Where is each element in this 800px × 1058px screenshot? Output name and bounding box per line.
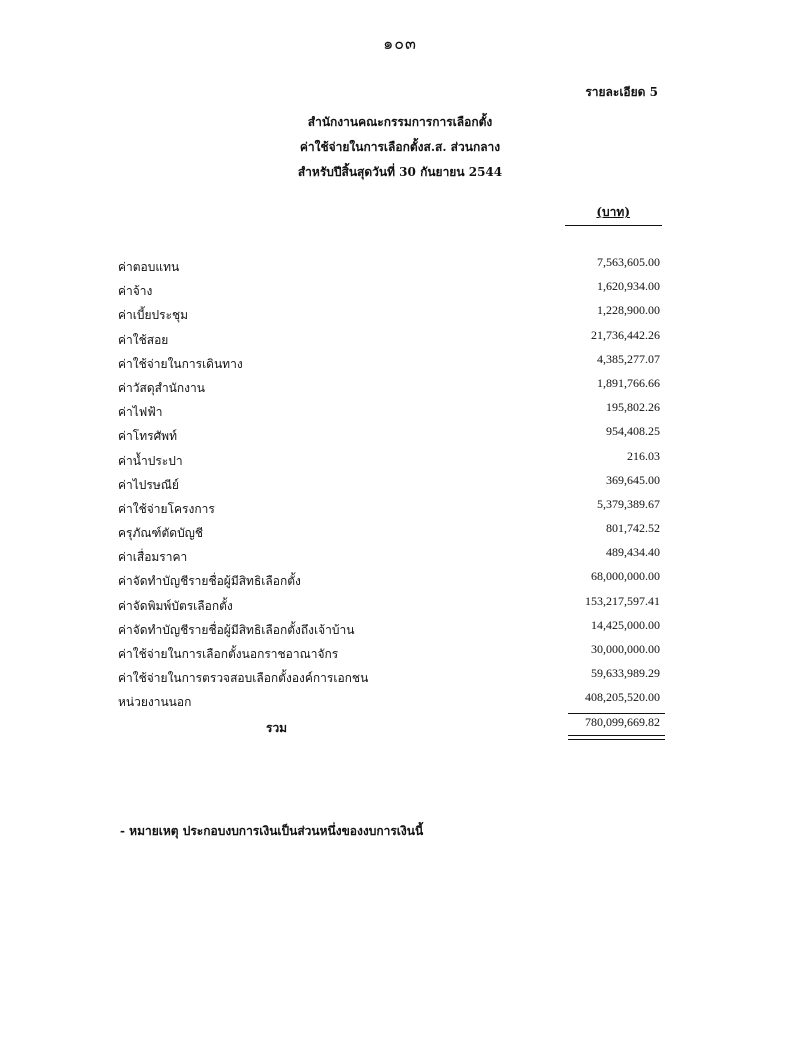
row-amount: 59,633,989.29 xyxy=(591,666,660,681)
row-label: ค่าไปรษณีย์ xyxy=(118,477,179,492)
table-row xyxy=(118,375,668,399)
table-row xyxy=(118,302,668,326)
row-label: ค่าจัดพิมพ์บัตรเลือกตั้ง xyxy=(118,598,233,613)
detail-label: รายละเอียด 5 xyxy=(585,85,658,99)
table-row xyxy=(118,544,668,568)
row-amount: 14,425,000.00 xyxy=(591,617,660,632)
page-number: ๑๐๓ xyxy=(383,34,417,53)
currency-label: (บาท) xyxy=(596,205,630,219)
table-row xyxy=(118,689,668,713)
total-double-underline xyxy=(568,735,665,740)
row-amount: 954,408.25 xyxy=(606,424,660,439)
row-label: ค่าเบี้ยประชุม xyxy=(118,308,189,323)
row-amount: 408,205,520.00 xyxy=(585,690,660,705)
document-header xyxy=(0,110,800,185)
table-row xyxy=(118,665,668,689)
table-row xyxy=(118,399,668,423)
statement-period: สำหรับปีสิ้นสุดวันที่ 30 กันยายน 2544 xyxy=(297,165,503,179)
table-row xyxy=(118,351,668,375)
row-label: ค่าใช้จ่ายในการตรวจสอบเลือกตั้งองค์การเอกชน xyxy=(118,671,369,686)
row-label: ค่าใช้จ่ายในการเลือกตั้งนอกราชอาณาจักร xyxy=(118,647,339,661)
row-amount: 21,736,442.26 xyxy=(591,327,660,342)
table-row xyxy=(118,472,668,496)
row-label: ค่าวัสดุสำนักงาน xyxy=(118,380,205,395)
row-amount: 801,742.52 xyxy=(606,521,660,536)
row-amount: 7,563,605.00 xyxy=(597,255,660,269)
row-label: หน่วยงานนอก xyxy=(118,695,192,710)
table-row xyxy=(118,617,668,641)
row-amount: 216.03 xyxy=(627,448,660,463)
row-label: ค่าน้ำประปา xyxy=(118,453,183,468)
currency-underline xyxy=(565,225,662,226)
row-amount: 195,802.26 xyxy=(606,400,660,415)
table-row xyxy=(118,448,668,472)
table-row xyxy=(118,593,668,617)
row-label: ค่าจ้าง xyxy=(118,284,153,299)
row-label: ค่าใช้จ่ายโครงการ xyxy=(118,501,215,516)
row-amount: 5,379,389.67 xyxy=(597,496,660,511)
row-label: ค่าไฟฟ้า xyxy=(118,405,163,420)
row-amount: 1,620,934.00 xyxy=(597,279,660,294)
expense-table xyxy=(118,254,668,714)
row-amount: 68,000,000.00 xyxy=(591,569,660,584)
row-label: ค่าตอบแทน xyxy=(118,260,180,274)
row-amount: 30,000,000.00 xyxy=(591,642,660,656)
footnote: - หมายเหตุ ประกอบงบการเงินเป็นส่วนหนึ่งของงบการเงินนี้ xyxy=(120,824,424,838)
organization-name: สำนักงานคณะกรรมการการเลือกตั้ง xyxy=(307,115,493,129)
table-row xyxy=(118,568,668,592)
row-amount: 1,228,900.00 xyxy=(597,303,660,318)
row-amount: 489,434.40 xyxy=(606,545,660,560)
row-label: ค่าจัดทำบัญชีรายชื่อผู้มีสิทธิเลือกตั้งถึงเจ้าบ้าน xyxy=(118,622,355,637)
row-label: ค่าใช้สอย xyxy=(118,332,169,347)
table-row xyxy=(118,641,668,665)
row-label: ค่าจัดทำบัญชีรายชื่อผู้มีสิทธิเลือกตั้ง xyxy=(118,574,301,589)
table-row xyxy=(118,327,668,351)
row-label: ค่าโทรศัพท์ xyxy=(118,429,178,444)
row-amount: 4,385,277.07 xyxy=(597,351,660,366)
table-row xyxy=(118,254,668,278)
row-label: ครุภัณฑ์ตัดบัญชี xyxy=(118,526,204,541)
table-row xyxy=(118,496,668,520)
row-amount: 153,217,597.41 xyxy=(585,593,660,608)
table-row xyxy=(118,520,668,544)
statement-title: ค่าใช้จ่ายในการเลือกตั้งส.ส. ส่วนกลาง xyxy=(299,140,501,154)
row-amount: 1,891,766.66 xyxy=(597,375,660,390)
table-row xyxy=(118,278,668,302)
row-label: ค่าเสื่อมราคา xyxy=(118,550,188,565)
total-amount: 780,099,669.82 xyxy=(585,715,660,729)
total-label: รวม xyxy=(266,721,288,735)
row-amount: 369,645.00 xyxy=(606,472,660,487)
row-label: ค่าใช้จ่ายในการเดินทาง xyxy=(118,356,243,371)
table-row xyxy=(118,423,668,447)
